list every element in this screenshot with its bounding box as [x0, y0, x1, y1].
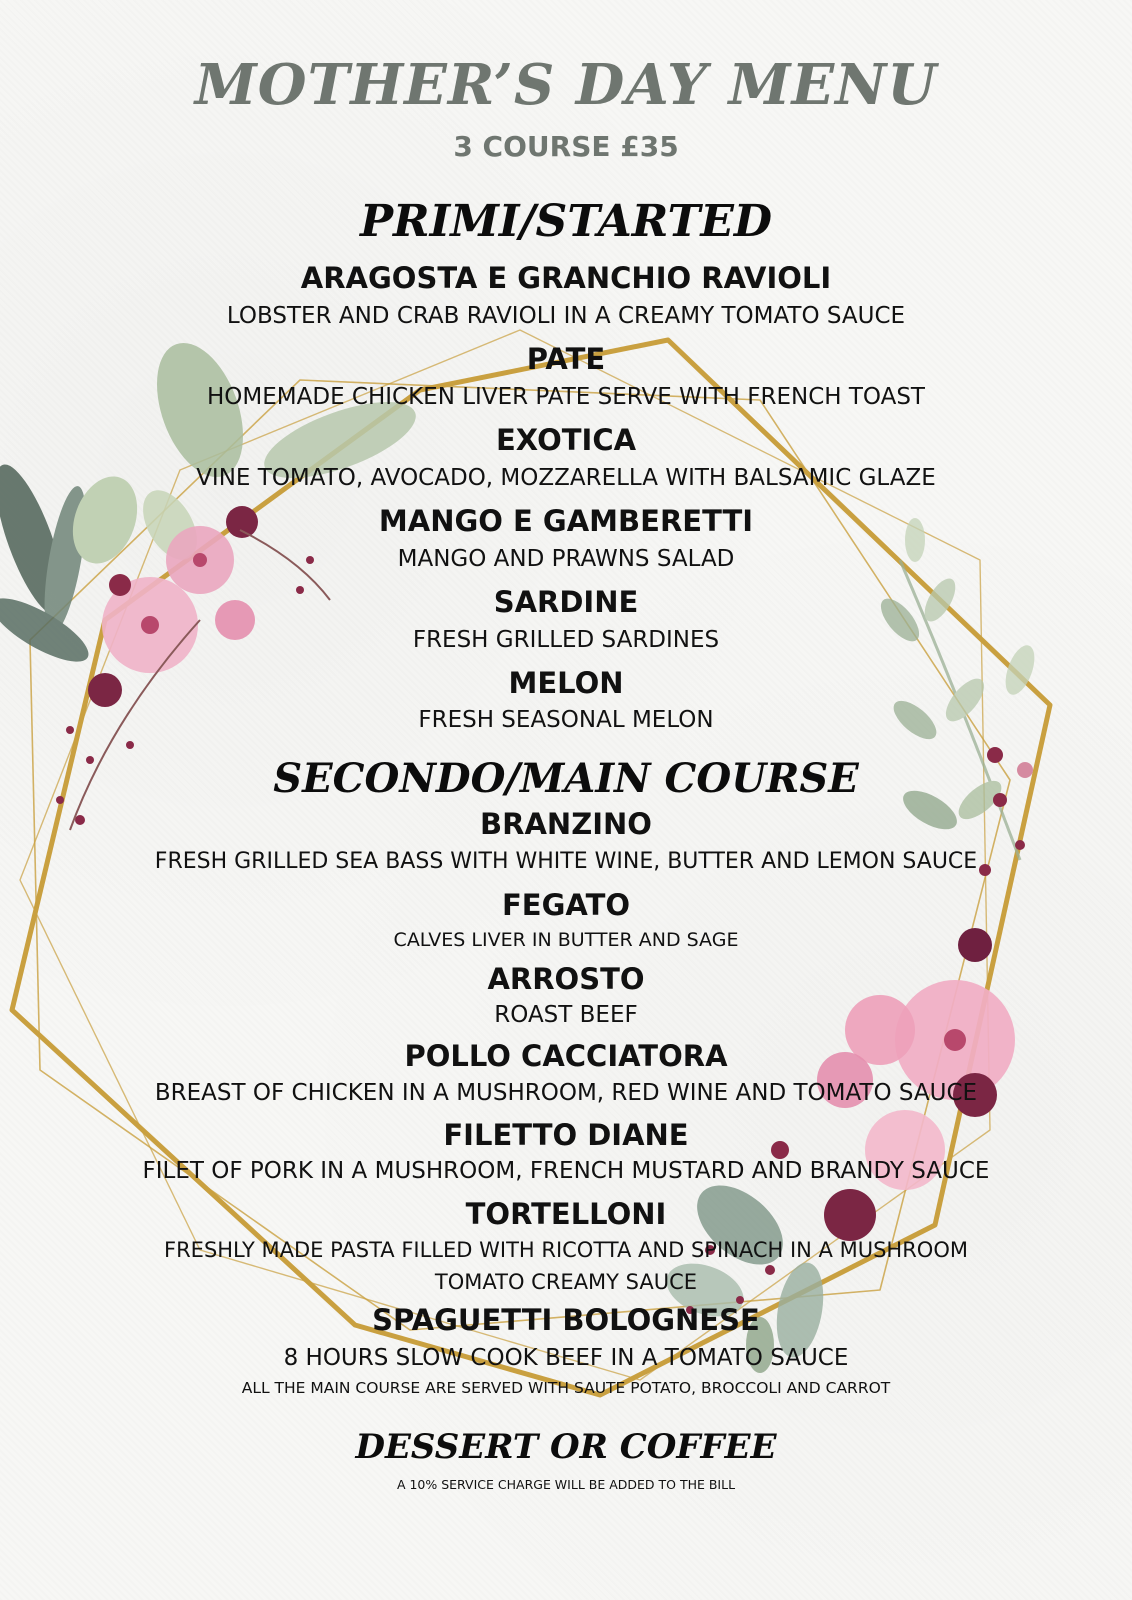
dish-name: MELON: [508, 666, 624, 700]
dish-name: ARROSTO: [487, 962, 645, 996]
dish-description: HOMEMADE CHICKEN LIVER PATE SERVE WITH FRENCH TOAST: [207, 384, 925, 410]
dish-description: ROAST BEEF: [494, 1002, 638, 1028]
dish-description: 8 HOURS SLOW COOK BEEF IN A TOMATO SAUCE: [283, 1345, 849, 1371]
dish-name: ARAGOSTA E GRANCHIO RAVIOLI: [300, 261, 832, 295]
dish-description-line-1: FRESHLY MADE PASTA FILLED WITH RICOTTA AND SPINACH IN A MUSHROOM: [164, 1238, 968, 1262]
dish-description: MANGO AND PRAWNS SALAD: [397, 546, 735, 572]
dish-description: FRESH SEASONAL MELON: [418, 707, 714, 733]
dish-name: PATE: [526, 342, 606, 376]
dish-name: SPAGUETTI BOLOGNESE: [372, 1303, 760, 1337]
dish-description: FRESH GRILLED SARDINES: [412, 627, 720, 653]
mains-heading: SECONDO/MAIN COURSE: [273, 755, 859, 802]
service-charge-note: A 10% SERVICE CHARGE WILL BE ADDED TO THE BILL: [396, 1477, 736, 1492]
mains-side-note: ALL THE MAIN COURSE ARE SERVED WITH SAUTE POTATO, BROCCOLI AND CARROT: [241, 1379, 891, 1397]
dish-description: CALVES LIVER IN BUTTER AND SAGE: [393, 929, 739, 951]
dish-name: MANGO E GAMBERETTI: [378, 504, 754, 538]
dish-name: FEGATO: [501, 888, 631, 922]
dessert-heading: DESSERT OR COFFEE: [355, 1427, 777, 1467]
dish-name: SARDINE: [493, 585, 639, 619]
dish-description: VINE TOMATO, AVOCADO, MOZZARELLA WITH BALSAMIC GLAZE: [196, 465, 936, 491]
dish-name: TORTELLONI: [465, 1197, 667, 1231]
dish-description: FRESH GRILLED SEA BASS WITH WHITE WINE, BUTTER AND LEMON SAUCE: [154, 849, 978, 874]
starters-heading: PRIMI/STARTED: [359, 196, 773, 247]
dish-description: BREAST OF CHICKEN IN A MUSHROOM, RED WINE AND TOMATO SAUCE: [154, 1080, 978, 1106]
dish-description: FILET OF PORK IN A MUSHROOM, FRENCH MUSTARD AND BRANDY SAUCE: [142, 1158, 990, 1184]
dish-name: FILETTO DIANE: [443, 1118, 689, 1152]
dish-description: LOBSTER AND CRAB RAVIOLI IN A CREAMY TOMATO SAUCE: [226, 303, 906, 329]
price-label: 3 COURSE £35: [453, 130, 679, 163]
dish-name: EXOTICA: [495, 423, 637, 457]
dish-description-line-2: TOMATO CREAMY SAUCE: [434, 1270, 698, 1294]
menu-title: MOTHER’S DAY MENU: [194, 52, 938, 118]
dish-name: BRANZINO: [480, 807, 652, 841]
dish-name: POLLO CACCIATORA: [404, 1039, 728, 1073]
